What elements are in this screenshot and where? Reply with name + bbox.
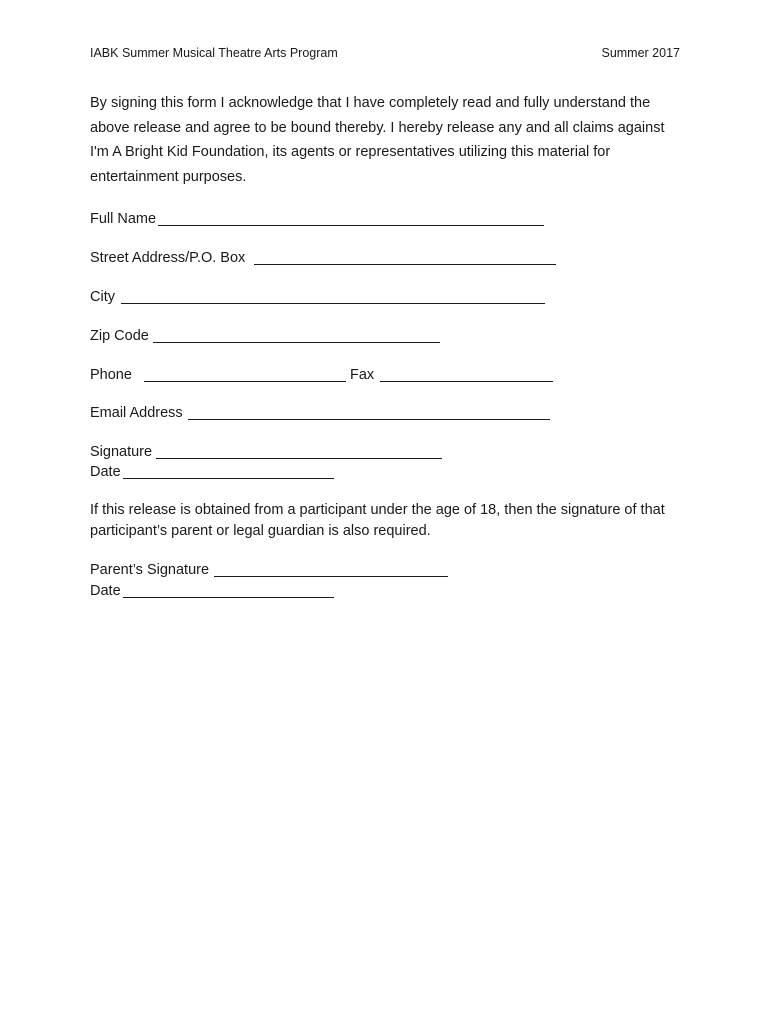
parent-signature-label: Parent’s Signature [90, 562, 210, 578]
date-line[interactable] [123, 478, 334, 479]
phone-label: Phone [90, 367, 132, 383]
street-address-field[interactable] [90, 248, 560, 268]
acknowledgement-paragraph: By signing this form I acknowledge that I have completely read and fully understand the above release and agree to be bound thereby. I hereby release any and all claims against I'm A Bright Kid Foundation, its agents or representatives utilizing this material for entertainment purposes. [90, 95, 665, 185]
signature-line[interactable] [156, 458, 442, 459]
phone-fax-row [90, 365, 560, 385]
minor-consent-note: If this release is obtained from a participant under the age of 18, then the signature of that participant’s parent or legal guardian is also required. [90, 502, 665, 539]
parent-date-label: Date [90, 583, 121, 599]
full-name-label: Full Name [90, 211, 157, 227]
zip-code-field[interactable] [90, 326, 450, 346]
street-address-line[interactable] [254, 264, 556, 265]
zip-code-label: Zip Code [90, 328, 149, 344]
parent-signature-field[interactable] [90, 560, 460, 580]
date-field[interactable] [90, 462, 350, 482]
city-line[interactable] [121, 303, 545, 304]
city-field[interactable] [90, 287, 550, 307]
session-label: Summer 2017 [601, 46, 680, 60]
fax-line[interactable] [380, 381, 553, 382]
parent-signature-line[interactable] [214, 576, 448, 577]
parent-date-line[interactable] [123, 597, 334, 598]
signature-field[interactable] [90, 442, 450, 462]
page-header [90, 46, 680, 64]
city-label: City [90, 289, 115, 305]
email-label: Email Address [90, 405, 183, 421]
signature-label: Signature [90, 444, 153, 460]
street-address-label: Street Address/P.O. Box [90, 250, 246, 266]
full-name-line[interactable] [158, 225, 544, 226]
parent-date-field[interactable] [90, 581, 350, 601]
program-title: IABK Summer Musical Theatre Arts Program [90, 46, 338, 60]
zip-code-line[interactable] [153, 342, 440, 343]
email-line[interactable] [188, 419, 550, 420]
full-name-field[interactable] [90, 209, 550, 229]
fax-label: Fax [350, 367, 375, 383]
phone-line[interactable] [144, 381, 346, 382]
email-field[interactable] [90, 403, 560, 423]
date-label: Date [90, 464, 121, 480]
